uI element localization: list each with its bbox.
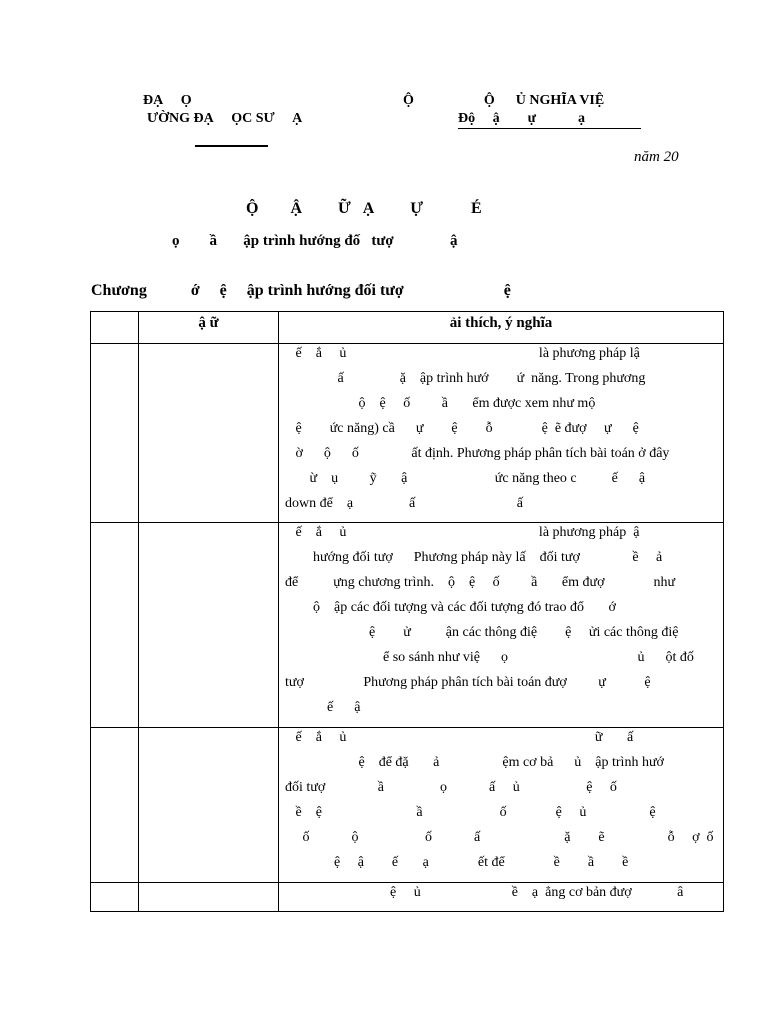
row-index-cell (91, 883, 139, 912)
row-explanation-cell (279, 728, 724, 883)
document-title: Ộ Ậ Ữ Ạ Ự É (246, 200, 482, 217)
table-header-row (91, 312, 724, 344)
row-term-cell (139, 344, 279, 523)
explanation-line: ể so sánh như việ ọ ủ ột đố (285, 650, 694, 665)
explanation-line: hướng đối tượ Phương pháp này lấ đối tượ ề ả (285, 550, 663, 565)
row-explanation-cell (279, 523, 724, 728)
row-explanation-cell (279, 344, 724, 523)
header-right-line2: Độ ậ ự ạ (458, 111, 641, 129)
explanation-line: ế ắ ủ ữ ấ (285, 730, 634, 745)
document-date: năm 20 (634, 149, 679, 165)
explanation-line: ế ắ ủ là phương pháp ậ (285, 525, 640, 540)
explanation-line: ề ệ ầ ố ệ ủ ệ (285, 805, 656, 820)
explanation-line: ệ để đặ ả ệm cơ bả ủ ập trình hướ (285, 755, 664, 770)
explanation-line: ệ ủ ề ạ ẳng cơ bản đượ â (285, 885, 684, 900)
explanation-line: ấ ặ ập trình hướ ứ năng. Trong phương (285, 371, 646, 386)
row-index-cell (91, 344, 139, 523)
explanation-line: ế ắ ủ là phương pháp lậ (285, 346, 640, 361)
explanation-line: ờ ộ ố ất định. Phương pháp phân tích bài toán ở đây (285, 446, 670, 461)
explanation-line: down để ạ ấ ấ (285, 496, 523, 511)
header-left-line1: ĐẠ Ọ (143, 93, 192, 108)
explanation-line: ừ ụ ỹ ậ ức năng theo c ế ậ (285, 471, 646, 486)
explanation-line: ộ ệ ố ầ ểm được xem như mộ (285, 396, 596, 411)
explanation-line: ệ ức năng) cầ ự ệ ỗ ệ ẽ đượ ự ệ (285, 421, 639, 436)
table-row (91, 883, 724, 912)
table-row (91, 523, 724, 728)
row-explanation-cell (279, 883, 724, 912)
explanation-line: ố ộ ố ấ ặ ẽ ỗ ợ ố (285, 830, 714, 845)
explanation-line: đối tượ ầ ọ ấ ủ ệ ố (285, 780, 617, 795)
header-left-underline (195, 145, 268, 147)
table-row (91, 344, 724, 523)
header-left-line2: ƯỜNG ĐẠ ỌC SƯ Ạ (147, 111, 303, 126)
row-term-cell (139, 523, 279, 728)
explanation-line: để ựng chương trình. ộ ệ ố ầ ểm đượ như (285, 575, 676, 590)
row-term-cell (139, 883, 279, 912)
row-term-cell (139, 728, 279, 883)
explanation-line: ệ ử ận các thông điệ ệ ửi các thông điệ (285, 625, 679, 640)
section-heading: Chương ớ ệ ập trình hướng đối tượ ệ (91, 282, 511, 299)
header-cell-index (91, 312, 139, 344)
header-cell-explanation: ải thích, ý nghĩa (279, 312, 724, 344)
glossary-table (90, 311, 724, 912)
document-subtitle: ọ ầ ập trình hướng đố tượ ậ (172, 233, 458, 249)
explanation-line: ế ậ (285, 700, 361, 715)
header-cell-term: ậ ữ (139, 312, 279, 344)
row-index-cell (91, 523, 139, 728)
table-row (91, 728, 724, 883)
row-index-cell (91, 728, 139, 883)
explanation-line: tượ Phương pháp phân tích bài toán đượ ự ệ (285, 675, 651, 690)
explanation-line: ộ ập các đối tượng và các đối tượng đó trao đổ ớ (285, 600, 616, 615)
explanation-line: ệ ậ ế ạ ết để ề ầ ề (285, 855, 629, 870)
header-right-line1: Ộ Ộ Ủ NGHĨA VIỆ (403, 93, 605, 108)
